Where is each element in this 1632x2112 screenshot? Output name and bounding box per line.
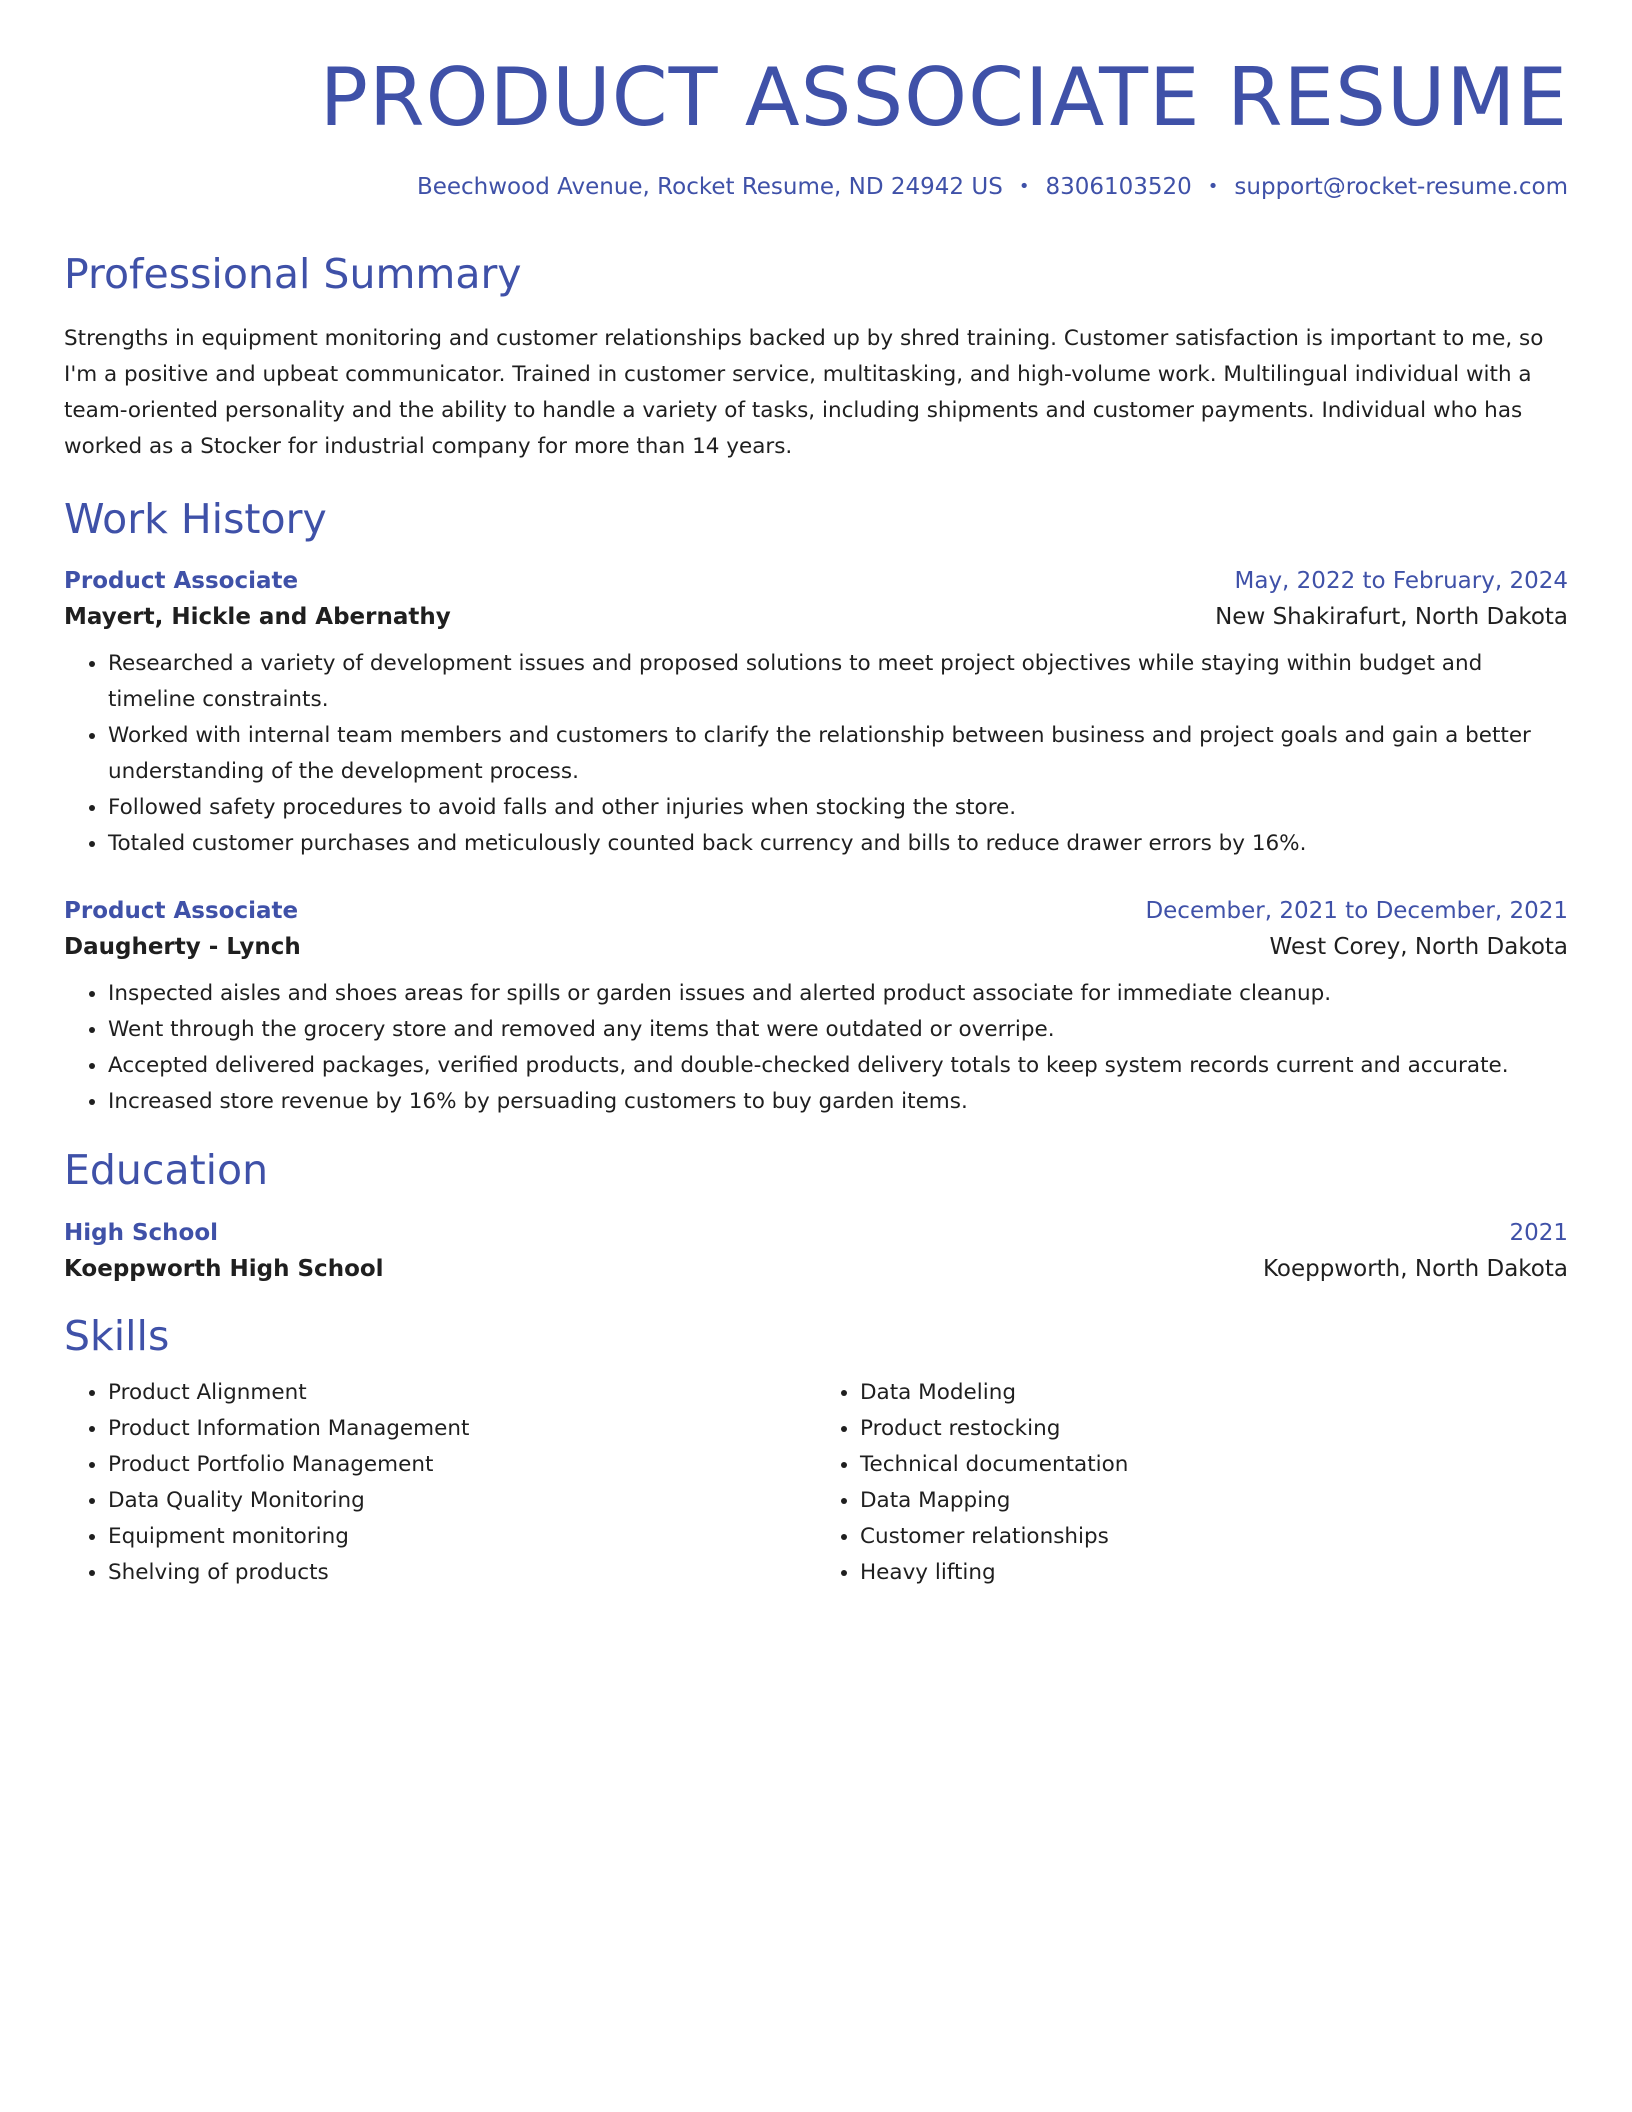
job-bullet: • Totaled customer purchases and meticulously counted back currency and bills to reduce drawer errors by 16%. [108, 826, 1568, 862]
job-company-row [64, 934, 1568, 960]
job-location: West Corey, North Dakota [1269, 934, 1568, 961]
job-bullet: • Worked with internal team members and customers to clarify the relationship between business and project goals and gain a better understanding of the development process. [108, 718, 1568, 790]
job-bullet: • Accepted delivered packages, verified products, and double-checked delivery totals to keep system records current and accurate. [108, 1048, 1568, 1084]
skill-item: • Technical documentation [860, 1447, 1568, 1483]
job-entry [64, 898, 1568, 1120]
education-location: Koeppworth, North Dakota [1262, 1255, 1568, 1282]
skills-list [64, 1375, 816, 1591]
job-dates: May, 2022 to February, 2024 [1234, 568, 1568, 595]
skills-grid [64, 1375, 1568, 1591]
education-entry [64, 1220, 1568, 1282]
job-company: Daugherty - Lynch [64, 934, 301, 961]
job-company-row [64, 604, 1568, 630]
job-entry [64, 568, 1568, 862]
skills-heading: Skills [64, 1311, 170, 1360]
skills-section [64, 1312, 1568, 1591]
contact-address: Beechwood Avenue, Rocket Resume, ND 24942 US [416, 174, 1003, 200]
job-bullets [64, 646, 1568, 862]
job-company: Mayert, Hickle and Abernathy [64, 604, 451, 631]
skill-item: • Product restocking [860, 1411, 1568, 1447]
contact-line [64, 174, 1568, 200]
job-bullet: • Followed safety procedures to avoid falls and other injuries when stocking the store. [108, 790, 1568, 826]
job-title-row [64, 898, 1568, 924]
job-bullet: • Researched a variety of development issues and proposed solutions to meet project objectives while staying within budget and timeline constraints. [108, 646, 1568, 718]
education-year: 2021 [1509, 1219, 1568, 1246]
skill-item: • Data Modeling [860, 1375, 1568, 1411]
skills-list [816, 1375, 1568, 1591]
job-bullet: • Inspected aisles and shoes areas for spills or garden issues and alerted product associate for immediate cleanup. [108, 976, 1568, 1012]
skill-item: • Equipment monitoring [108, 1519, 816, 1555]
summary-section [64, 250, 1568, 465]
education-degree: High School [64, 1219, 219, 1246]
skill-item: • Customer relationships [860, 1519, 1568, 1555]
education-school: Koeppworth High School [64, 1255, 384, 1282]
education-degree-row [64, 1220, 1568, 1246]
job-title-row [64, 568, 1568, 594]
contact-phone: 8306103520 [1045, 174, 1192, 200]
resume-title: PRODUCT ASSOCIATE RESUME [319, 51, 1568, 144]
job-bullet: • Went through the grocery store and removed any items that were outdated or overripe. [108, 1012, 1568, 1048]
skills-column-left [64, 1375, 816, 1591]
education-school-row [64, 1256, 1568, 1282]
education-heading: Education [64, 1146, 269, 1195]
job-title: Product Associate [64, 568, 299, 595]
skill-item: • Data Mapping [860, 1483, 1568, 1519]
skill-item: • Data Quality Monitoring [108, 1483, 816, 1519]
job-title: Product Associate [64, 898, 299, 925]
job-dates: December, 2021 to December, 2021 [1145, 898, 1568, 925]
contact-separator: • [1018, 176, 1030, 197]
work-history-heading: Work History [64, 495, 327, 544]
skill-item: • Product Portfolio Management [108, 1447, 816, 1483]
job-bullets [64, 976, 1568, 1120]
resume-header [64, 0, 1568, 200]
summary-text: Strengths in equipment monitoring and customer relationships backed up by shred training. Customer satisfaction is important to me, so I'm a positive and upbeat communicator. Trained in customer service, multitasking, and high-volume work. Multilingual individual with a team-oriented personality and the ability to handle a variety of tasks, including shipments and customer payments. Individual who has worked as a Stocker for industrial company for more than 14 years. [64, 326, 1544, 460]
contact-separator: • [1207, 176, 1219, 197]
skill-item: • Heavy lifting [860, 1555, 1568, 1591]
work-history-section [64, 495, 1568, 1120]
contact-email[interactable]: support@rocket-resume.com [1234, 174, 1568, 200]
job-location: New Shakirafurt, North Dakota [1215, 604, 1568, 631]
skill-item: • Product Alignment [108, 1375, 816, 1411]
skill-item: • Shelving of products [108, 1555, 816, 1591]
skills-column-right [816, 1375, 1568, 1591]
summary-heading: Professional Summary [64, 250, 522, 298]
job-bullet: • Increased store revenue by 16% by persuading customers to buy garden items. [108, 1084, 1568, 1120]
education-section [64, 1146, 1568, 1281]
skill-item: • Product Information Management [108, 1411, 816, 1447]
